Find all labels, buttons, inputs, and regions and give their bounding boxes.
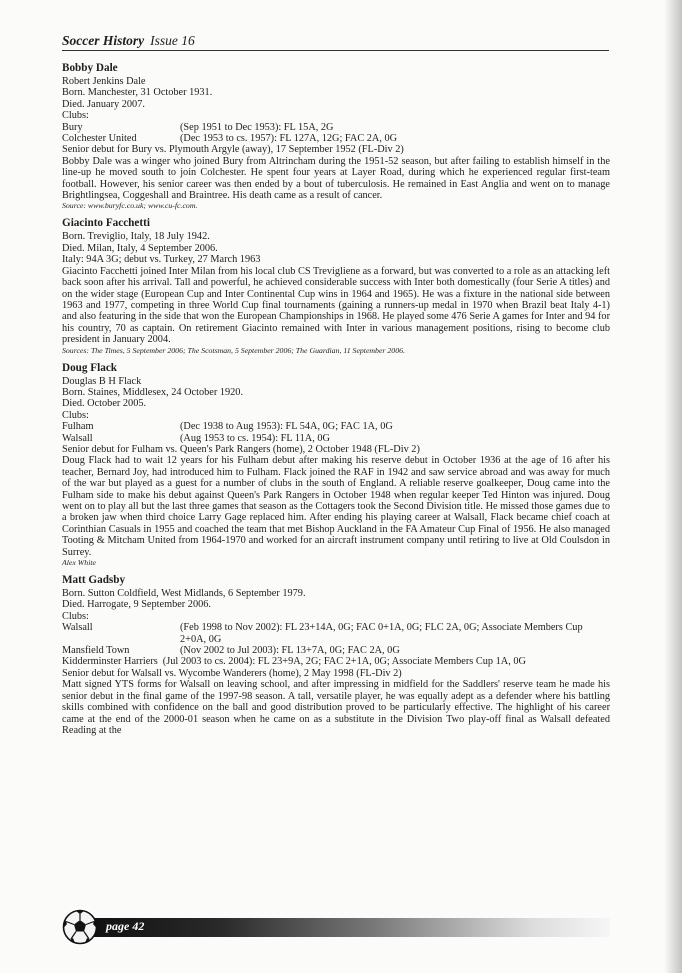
entry-name: Giacinto Facchetti: [62, 217, 150, 230]
death-line: Died. Harrogate, 9 September 2006.: [62, 599, 211, 611]
club-name: Kidderminster Harriers: [62, 656, 158, 668]
club-stats: (Nov 2002 to Jul 2003): FL 13+7A, 0G; FAC 2A, 0G: [180, 645, 400, 657]
obituary-entry: [62, 62, 610, 211]
birth-line: Born. Manchester, 31 October 1931.: [62, 87, 213, 99]
club-name: Walsall: [62, 622, 93, 634]
full-name: Douglas B H Flack: [62, 375, 142, 387]
obituary-entry: [62, 217, 610, 355]
obituary-entry: [62, 574, 610, 736]
clubs-heading: Clubs:: [62, 110, 89, 122]
club-name: Bury: [62, 121, 83, 133]
biography-text: Matt signed YTS forms for Walsall on leaving school, and after impressing in midfield for the Saddlers' reserve team he made his senior debut in the final game of the 1997-98 season. A tall, versatile player, he was equally adept as a defender where his battling skills combined with confidence on the ball and good distribution proved to be particularly effective. The highlight of his career came at the end of the 2000-01 season when he came on as a substitute in the Division Two play-off final as Walsall defeated Reading at the: [62, 679, 610, 736]
biography-text: Doug Flack had to wait 12 years for his Fulham debut after making his reserve debut in October 1936 at the age of 16 after his teacher, Bernard Joy, had introduced him to Fulham. Flack joined the RAF in 1942 and saw service abroad and was away for much of the war but played as a guest for a number of clubs in the south of England. A reliable reserve goalkeeper, Doug came into the Fulham side to make his debut against Queen's Park Rangers in October 1948 when regular keeper Ted Hinton was injured. Doug went on to play all but the last three games that season as the Cottagers took the Second Division title. He missed those games due to a broken jaw when third choice Larry Gage replaced him. After ending his playing career at Walsall, Flack became chief coach at Corinthian Casuals in 1955 and coached the team that met Bishop Auckland in the FA Amateur Cup Final of 1956. He also managed Tooting & Mitcham United from 1964-1970 and worked for an aircraft instrument company until retiring to live at Old Coulsdon in Surrey.: [62, 455, 610, 558]
soccer-ball-icon: [62, 909, 98, 945]
clubs-heading: Clubs:: [62, 409, 89, 421]
club-stats: (Dec 1953 to cs. 1957): FL 127A, 12G; FAC 2A, 0G: [180, 133, 398, 145]
entry-name: Bobby Dale: [62, 62, 118, 74]
header-rule: [62, 50, 609, 51]
club-name: Walsall: [62, 432, 93, 444]
club-stats: (Sep 1951 to Dec 1953): FL 15A, 2G: [180, 121, 334, 133]
entry-name: Matt Gadsby: [62, 574, 126, 587]
death-line: Died. October 2005.: [62, 398, 147, 410]
debut-line: Senior debut for Walsall vs. Wycombe Wanderers (home), 2 May 1998 (FL-Div 2): [62, 667, 402, 679]
club-name: Mansfield Town: [62, 645, 130, 657]
club-row: [62, 421, 610, 432]
death-line: Died. Milan, Italy, 4 September 2006.: [62, 242, 218, 254]
obituary-entry: [62, 362, 610, 569]
debut-line: Senior debut for Bury vs. Plymouth Argyle (away), 17 September 1952 (FL-Div 2): [62, 144, 404, 156]
international-caps: Italy: 94A 3G; debut vs. Turkey, 27 March 1963: [62, 254, 261, 266]
club-row: [62, 122, 610, 133]
club-stats: (Jul 2003 to cs. 2004): FL 23+9A, 2G; FAC 2+1A, 0G; Associate Members Cup 1A, 0G: [162, 656, 526, 668]
club-name: Colchester United: [62, 133, 137, 145]
obituary-list: [62, 62, 610, 742]
magazine-title: Soccer History: [62, 33, 145, 48]
club-row: [62, 656, 610, 667]
debut-line: Senior debut for Fulham vs. Queen's Park Rangers (home), 2 October 1948 (FL-Div 2): [62, 443, 420, 455]
club-stats: (Dec 1938 to Aug 1953): FL 54A, 0G; FAC 1A, 0G: [180, 421, 393, 433]
full-name: Robert Jenkins Dale: [62, 76, 146, 87]
clubs-heading: Clubs:: [62, 610, 89, 622]
biography-text: Giacinto Facchetti joined Inter Milan from his local club CS Trevigliene as a forward, but was converted to a role as an attacking left back soon after his arrival. Tall and powerful, he achieved considerable success with Inter both domestically (four Serie A titles) and on the wider stage (European Cup and Inter Continental Cup wins in 1964 and 1965). He was a fixture in the national side between 1963 and 1977, competing in three World Cup final tournaments (gaining a runners-up medal in 1970 when Brazil beat Italy 4-1) and also featuring in the side that won the European Championships in 1968. He played some 476 Serie A games for Inter and 94 for his country, 70 as captain. On retirement Giacinto remained with Inter in various management positions, rising to become club president in January 2004.: [62, 265, 610, 346]
birth-line: Born. Treviglio, Italy, 18 July 1942.: [62, 231, 210, 243]
club-row: [62, 622, 610, 645]
author-credit: Alex White: [62, 558, 96, 568]
source-credit: Source: www.buryfc.co.uk; www.cu-fc.com.: [62, 201, 198, 211]
birth-line: Born. Staines, Middlesex, 24 October 1920.: [62, 386, 244, 398]
source-credit: Sources: The Times, 5 September 2006; The Scotsman, 5 September 2006; The Guardian, 11 September 2006.: [62, 345, 405, 355]
club-row: [62, 133, 610, 144]
page-footer: [62, 907, 610, 947]
birth-line: Born. Sutton Coldfield, West Midlands, 6 September 1979.: [62, 588, 306, 600]
footer-band: [92, 918, 610, 937]
biography-text: Bobby Dale was a winger who joined Bury from Altrincham during the 1951-52 season, but after failing to establish himself in the line-up he moved south to join Colchester. He spent four years at Layer Road, during which he experienced regular first-team football. However, his senior career was then ended by a bout of tuberculosis. He remained in East Anglia and went on to manage Brightlingsea, Coggeshall and Braintree. His death came as a result of cancer.: [62, 155, 610, 202]
club-row: [62, 645, 610, 656]
death-line: Died. January 2007.: [62, 98, 145, 110]
page-edge-shadow: [664, 0, 682, 973]
club-stats: (Aug 1953 to cs. 1954): FL 11A, 0G: [180, 432, 330, 444]
page-number: page 42: [106, 919, 145, 933]
club-stats: (Feb 1998 to Nov 2002): FL 23+14A, 0G; FAC 0+1A, 0G; FLC 2A, 0G; Associate Members Cup 2+0A, 0G: [180, 622, 583, 645]
club-name: Fulham: [62, 421, 94, 433]
issue-number: Issue 16: [150, 33, 195, 48]
entry-name: Doug Flack: [62, 361, 118, 374]
club-row: [62, 433, 610, 444]
running-header: [62, 33, 607, 49]
